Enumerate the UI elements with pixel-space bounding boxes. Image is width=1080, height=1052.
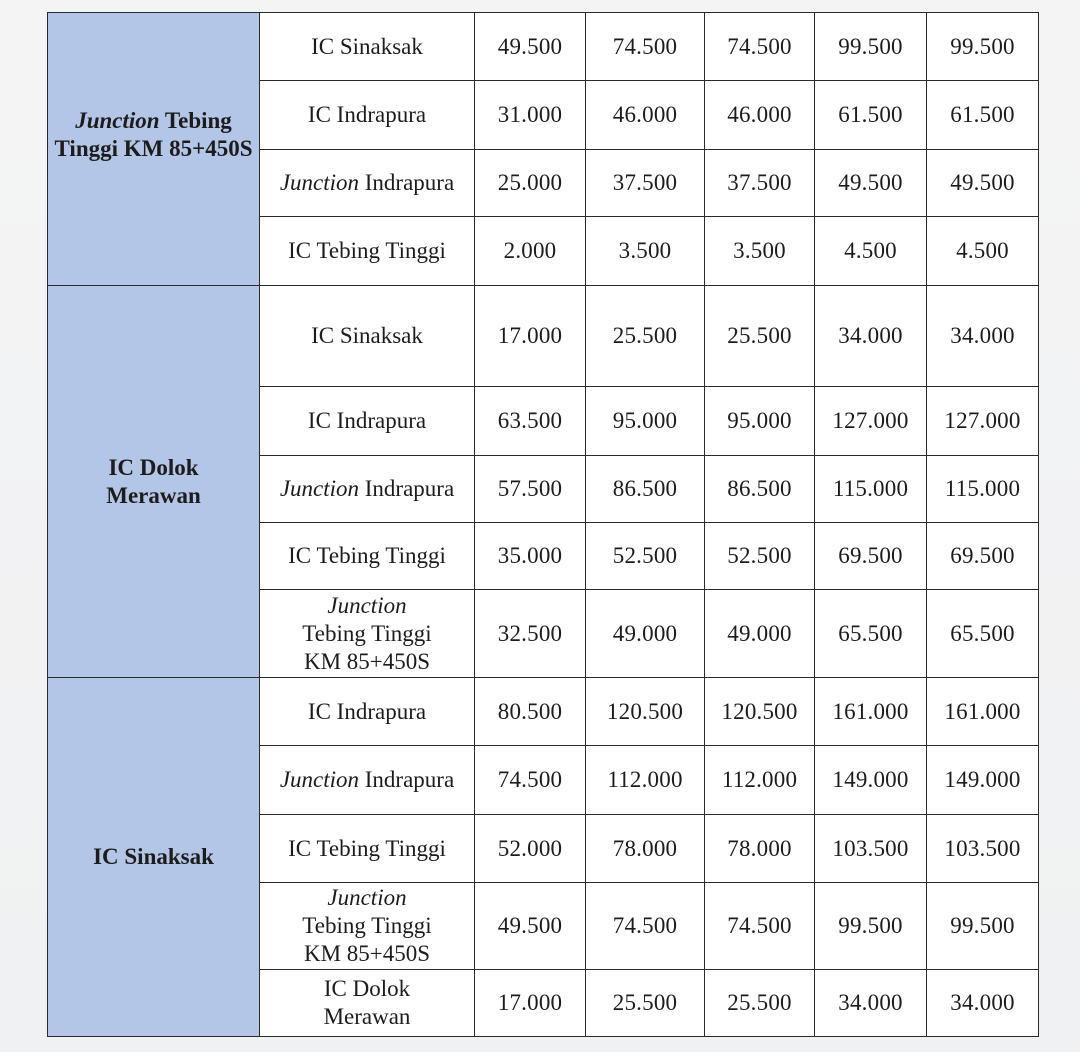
tariff-cell: 49.000 — [705, 590, 815, 678]
tariff-cell: 17.000 — [475, 970, 586, 1037]
tariff-cell: 127.000 — [927, 387, 1039, 456]
tariff-cell: 35.000 — [475, 523, 586, 590]
tariff-cell: 46.000 — [586, 81, 705, 150]
tariff-cell: 86.500 — [586, 456, 705, 523]
tariff-cell: 37.500 — [705, 150, 815, 217]
tariff-cell: 149.000 — [927, 746, 1039, 815]
tariff-cell: 149.000 — [815, 746, 927, 815]
destination-cell: IC Tebing Tinggi — [260, 815, 475, 883]
tariff-cell: 65.500 — [927, 590, 1039, 678]
tariff-cell: 34.000 — [927, 286, 1039, 387]
toll-tariff-table — [47, 12, 1039, 1037]
destination-cell: IC Tebing Tinggi — [260, 523, 475, 590]
destination-cell: IC Tebing Tinggi — [260, 217, 475, 286]
destination-cell: IC Dolok Merawan — [260, 970, 475, 1037]
tariff-cell: 3.500 — [586, 217, 705, 286]
tariff-cell: 95.000 — [586, 387, 705, 456]
origin-label: IC Dolok Merawan — [106, 454, 201, 508]
destination-cell: Junction Tebing Tinggi KM 85+450S — [260, 883, 475, 970]
table-row — [48, 286, 1039, 387]
destination-cell: Junction Indrapura — [260, 150, 475, 217]
tariff-cell: 3.500 — [705, 217, 815, 286]
tariff-cell: 127.000 — [815, 387, 927, 456]
tariff-cell: 103.500 — [815, 815, 927, 883]
tariff-cell: 63.500 — [475, 387, 586, 456]
tariff-cell: 49.500 — [927, 150, 1039, 217]
tariff-cell: 52.500 — [705, 523, 815, 590]
tariff-cell: 61.500 — [815, 81, 927, 150]
tariff-cell: 17.000 — [475, 286, 586, 387]
tariff-cell: 69.500 — [927, 523, 1039, 590]
tariff-cell: 74.500 — [586, 883, 705, 970]
tariff-cell: 2.000 — [475, 217, 586, 286]
tariff-cell: 74.500 — [705, 883, 815, 970]
tariff-cell: 115.000 — [815, 456, 927, 523]
origin-label: IC Sinaksak — [93, 844, 214, 869]
tariff-cell: 103.500 — [927, 815, 1039, 883]
origin-cell — [48, 286, 260, 678]
tariff-cell: 115.000 — [927, 456, 1039, 523]
tariff-cell: 37.500 — [586, 150, 705, 217]
origin-cell — [48, 13, 260, 286]
tariff-cell: 99.500 — [927, 883, 1039, 970]
tariff-cell: 99.500 — [815, 883, 927, 970]
table-row — [48, 678, 1039, 746]
destination-cell: IC Indrapura — [260, 678, 475, 746]
tariff-cell: 49.500 — [475, 13, 586, 81]
tariff-cell: 34.000 — [927, 970, 1039, 1037]
tariff-cell: 49.500 — [475, 883, 586, 970]
tariff-cell: 69.500 — [815, 523, 927, 590]
tariff-cell: 112.000 — [586, 746, 705, 815]
tariff-cell: 25.500 — [705, 970, 815, 1037]
destination-cell: IC Indrapura — [260, 81, 475, 150]
tariff-cell: 95.000 — [705, 387, 815, 456]
tariff-cell: 74.500 — [475, 746, 586, 815]
tariff-cell: 31.000 — [475, 81, 586, 150]
tariff-cell: 34.000 — [815, 286, 927, 387]
tariff-cell: 120.500 — [705, 678, 815, 746]
destination-cell: IC Indrapura — [260, 387, 475, 456]
tariff-cell: 99.500 — [927, 13, 1039, 81]
tariff-cell: 32.500 — [475, 590, 586, 678]
origin-label: Tebing Tinggi KM 85+450S — [54, 108, 253, 161]
destination-cell: Junction Indrapura — [260, 456, 475, 523]
tariff-cell: 86.500 — [705, 456, 815, 523]
destination-cell: IC Sinaksak — [260, 286, 475, 387]
tariff-cell: 161.000 — [815, 678, 927, 746]
tariff-cell: 112.000 — [705, 746, 815, 815]
tariff-cell: 74.500 — [705, 13, 815, 81]
tariff-cell: 46.000 — [705, 81, 815, 150]
tariff-cell: 4.500 — [927, 217, 1039, 286]
origin-cell — [48, 678, 260, 1037]
tariff-cell: 57.500 — [475, 456, 586, 523]
tariff-cell: 49.000 — [586, 590, 705, 678]
tariff-cell: 99.500 — [815, 13, 927, 81]
tariff-cell: 25.500 — [586, 970, 705, 1037]
destination-cell: Junction Tebing Tinggi KM 85+450S — [260, 590, 475, 678]
tariff-cell: 52.000 — [475, 815, 586, 883]
destination-cell: Junction Indrapura — [260, 746, 475, 815]
tariff-cell: 25.000 — [475, 150, 586, 217]
tariff-cell: 49.500 — [815, 150, 927, 217]
tariff-cell: 78.000 — [586, 815, 705, 883]
tariff-cell: 78.000 — [705, 815, 815, 883]
tariff-cell: 25.500 — [586, 286, 705, 387]
tariff-cell: 61.500 — [927, 81, 1039, 150]
tariff-cell: 161.000 — [927, 678, 1039, 746]
destination-cell: IC Sinaksak — [260, 13, 475, 81]
tariff-cell: 74.500 — [586, 13, 705, 81]
tariff-cell: 25.500 — [705, 286, 815, 387]
table-row — [48, 13, 1039, 81]
tariff-cell: 34.000 — [815, 970, 927, 1037]
origin-prefix: Junction — [75, 108, 160, 133]
tariff-cell: 52.500 — [586, 523, 705, 590]
tariff-cell: 120.500 — [586, 678, 705, 746]
tariff-cell: 4.500 — [815, 217, 927, 286]
tariff-cell: 80.500 — [475, 678, 586, 746]
tariff-cell: 65.500 — [815, 590, 927, 678]
